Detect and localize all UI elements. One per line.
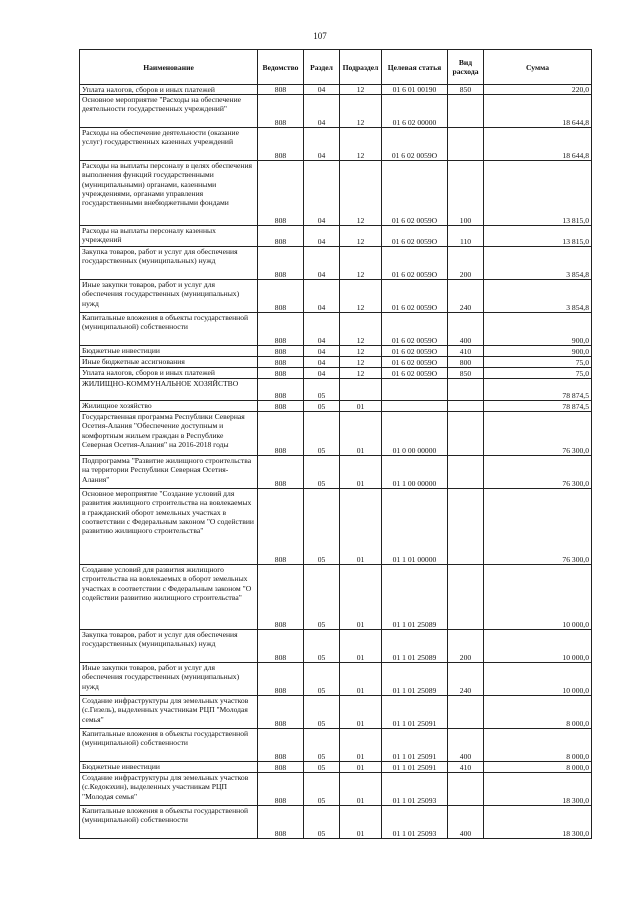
cell-target: 01 0 00 00000 xyxy=(382,412,448,456)
cell-name: Капитальные вложения в объекты государственной (муниципальной) собственности xyxy=(80,729,258,762)
cell-vid: 410 xyxy=(448,762,484,773)
cell-name: Государственная программа Республики Северная Осетия-Алания "Обеспечение доступным и комфортным жильем граждан в Республике Северная Осетия-Алания" на 2016-2018 годы xyxy=(80,412,258,456)
cell-target: 01 6 02 0059О xyxy=(382,368,448,379)
cell-target xyxy=(382,379,448,401)
table-row xyxy=(80,346,592,357)
cell-vedomstvo: 808 xyxy=(258,663,304,696)
cell-sum: 10 000,0 xyxy=(484,663,592,696)
cell-target: 01 6 02 0059О xyxy=(382,357,448,368)
cell-name: Иные бюджетные ассигнования xyxy=(80,357,258,368)
cell-vid: 410 xyxy=(448,346,484,357)
budget-table xyxy=(79,49,592,839)
cell-vid: 100 xyxy=(448,161,484,226)
table-row xyxy=(80,456,592,489)
cell-vedomstvo: 808 xyxy=(258,456,304,489)
table-row xyxy=(80,729,592,762)
cell-name: Капитальные вложения в объекты государственной (муниципальной) собственности xyxy=(80,313,258,346)
cell-razdel: 04 xyxy=(304,226,340,247)
cell-vedomstvo: 808 xyxy=(258,95,304,128)
cell-name: Жилищное хозяйство xyxy=(80,401,258,412)
cell-podrazdel: 12 xyxy=(340,280,382,313)
cell-razdel: 05 xyxy=(304,663,340,696)
cell-target: 01 1 00 00000 xyxy=(382,456,448,489)
cell-vid xyxy=(448,565,484,630)
column-header-razdel: Раздел xyxy=(304,50,340,85)
cell-vedomstvo: 808 xyxy=(258,729,304,762)
cell-name: Уплата налогов, сборов и иных платежей xyxy=(80,368,258,379)
column-header-vedomstvo: Ведомство xyxy=(258,50,304,85)
column-header-sum: Сумма xyxy=(484,50,592,85)
cell-sum: 18 644,8 xyxy=(484,95,592,128)
cell-sum: 76 300,0 xyxy=(484,412,592,456)
cell-vedomstvo: 808 xyxy=(258,773,304,806)
cell-podrazdel: 12 xyxy=(340,128,382,161)
cell-vedomstvo: 808 xyxy=(258,368,304,379)
cell-razdel: 04 xyxy=(304,95,340,128)
cell-podrazdel xyxy=(340,379,382,401)
cell-vid: 400 xyxy=(448,729,484,762)
cell-target xyxy=(382,401,448,412)
cell-vedomstvo: 808 xyxy=(258,401,304,412)
cell-vid: 850 xyxy=(448,85,484,95)
cell-razdel: 05 xyxy=(304,762,340,773)
cell-razdel: 05 xyxy=(304,773,340,806)
table-row xyxy=(80,806,592,839)
cell-sum: 3 854,8 xyxy=(484,247,592,280)
table-row xyxy=(80,161,592,226)
table-row xyxy=(80,773,592,806)
cell-name: Расходы на выплаты персоналу казенных учреждений xyxy=(80,226,258,247)
cell-sum: 13 815,0 xyxy=(484,226,592,247)
cell-vid xyxy=(448,401,484,412)
cell-podrazdel: 01 xyxy=(340,630,382,663)
cell-podrazdel: 01 xyxy=(340,401,382,412)
cell-name: Иные закупки товаров, работ и услуг для обеспечения государственных (муниципальных) нужд xyxy=(80,280,258,313)
table-row xyxy=(80,663,592,696)
cell-razdel: 04 xyxy=(304,85,340,95)
cell-vid xyxy=(448,696,484,729)
table-row xyxy=(80,280,592,313)
table-row xyxy=(80,762,592,773)
cell-podrazdel: 12 xyxy=(340,368,382,379)
cell-sum: 18 300,0 xyxy=(484,806,592,839)
cell-razdel: 04 xyxy=(304,368,340,379)
cell-name: Основное мероприятие "Создание условий для развития жилищного строительства на вовлекаемых в гражданский оборот земельных участках в соответствии с Федеральным законом "О содействии развитию жилищного строительства" xyxy=(80,489,258,565)
cell-vedomstvo: 808 xyxy=(258,85,304,95)
cell-target: 01 1 01 25093 xyxy=(382,773,448,806)
cell-name: Основное мероприятие "Расходы на обеспечение деятельности государственных учреждений" xyxy=(80,95,258,128)
table-row xyxy=(80,128,592,161)
cell-razdel: 04 xyxy=(304,161,340,226)
cell-podrazdel: 01 xyxy=(340,663,382,696)
cell-razdel: 05 xyxy=(304,565,340,630)
cell-razdel: 05 xyxy=(304,456,340,489)
table-row xyxy=(80,379,592,401)
cell-target: 01 6 02 0059О xyxy=(382,313,448,346)
cell-sum: 75,0 xyxy=(484,368,592,379)
table-row xyxy=(80,85,592,95)
cell-razdel: 05 xyxy=(304,696,340,729)
cell-podrazdel: 12 xyxy=(340,85,382,95)
cell-vedomstvo: 808 xyxy=(258,313,304,346)
cell-vid xyxy=(448,95,484,128)
column-header-podrazdel: Подраздел xyxy=(340,50,382,85)
cell-podrazdel: 01 xyxy=(340,773,382,806)
cell-vid: 240 xyxy=(448,280,484,313)
cell-vid: 240 xyxy=(448,663,484,696)
table-row xyxy=(80,630,592,663)
table-row xyxy=(80,95,592,128)
cell-podrazdel: 01 xyxy=(340,489,382,565)
table-row xyxy=(80,226,592,247)
column-header-target: Целевая статья xyxy=(382,50,448,85)
cell-sum: 8 000,0 xyxy=(484,729,592,762)
cell-sum: 900,0 xyxy=(484,346,592,357)
cell-name: Закупка товаров, работ и услуг для обеспечения государственных (муниципальных) нужд xyxy=(80,630,258,663)
cell-podrazdel: 12 xyxy=(340,95,382,128)
cell-sum: 900,0 xyxy=(484,313,592,346)
cell-target: 01 6 02 0059О xyxy=(382,346,448,357)
cell-podrazdel: 01 xyxy=(340,456,382,489)
cell-target: 01 1 01 25091 xyxy=(382,729,448,762)
cell-razdel: 05 xyxy=(304,401,340,412)
cell-vid: 200 xyxy=(448,630,484,663)
cell-target: 01 1 01 25091 xyxy=(382,696,448,729)
cell-target: 01 1 01 25091 xyxy=(382,762,448,773)
cell-razdel: 05 xyxy=(304,630,340,663)
cell-target: 01 6 02 0059О xyxy=(382,226,448,247)
cell-razdel: 04 xyxy=(304,247,340,280)
cell-sum: 10 000,0 xyxy=(484,630,592,663)
cell-podrazdel: 01 xyxy=(340,565,382,630)
cell-podrazdel: 12 xyxy=(340,357,382,368)
cell-target: 01 6 02 0059О xyxy=(382,247,448,280)
cell-sum: 18 300,0 xyxy=(484,773,592,806)
cell-name: Бюджетные инвестиции xyxy=(80,762,258,773)
table-header-row xyxy=(80,50,592,85)
cell-vedomstvo: 808 xyxy=(258,412,304,456)
cell-target: 01 1 01 25089 xyxy=(382,565,448,630)
cell-name: ЖИЛИЩНО-КОММУНАЛЬНОЕ ХОЗЯЙСТВО xyxy=(80,379,258,401)
cell-sum: 3 854,8 xyxy=(484,280,592,313)
column-header-vid: Вид расхода xyxy=(448,50,484,85)
cell-vedomstvo: 808 xyxy=(258,806,304,839)
cell-sum: 8 000,0 xyxy=(484,762,592,773)
cell-razdel: 04 xyxy=(304,346,340,357)
cell-name: Иные закупки товаров, работ и услуг для обеспечения государственных (муниципальных) нужд xyxy=(80,663,258,696)
cell-vedomstvo: 808 xyxy=(258,489,304,565)
cell-podrazdel: 01 xyxy=(340,696,382,729)
cell-vedomstvo: 808 xyxy=(258,630,304,663)
cell-vid: 800 xyxy=(448,357,484,368)
cell-target: 01 6 02 00000 xyxy=(382,95,448,128)
cell-vid: 850 xyxy=(448,368,484,379)
column-header-name: Наименование xyxy=(80,50,258,85)
cell-vedomstvo: 808 xyxy=(258,247,304,280)
table-row xyxy=(80,368,592,379)
cell-razdel: 05 xyxy=(304,489,340,565)
page-number: 107 xyxy=(313,31,327,41)
cell-podrazdel: 01 xyxy=(340,729,382,762)
cell-vedomstvo: 808 xyxy=(258,128,304,161)
cell-razdel: 04 xyxy=(304,128,340,161)
cell-name: Бюджетные инвестиции xyxy=(80,346,258,357)
cell-vid xyxy=(448,128,484,161)
cell-name: Создание условий для развития жилищного строительства на вовлекаемых в оборот земельных участках в соответствии с Федеральным законом "О содействии развитию жилищного строительства" xyxy=(80,565,258,630)
cell-vid: 200 xyxy=(448,247,484,280)
cell-razdel: 05 xyxy=(304,806,340,839)
cell-sum: 18 644,8 xyxy=(484,128,592,161)
cell-razdel: 04 xyxy=(304,313,340,346)
cell-name: Создание инфраструктуры для земельных участков (с.Кедокэхин), выделенных участникам РЦП "Молодая семья" xyxy=(80,773,258,806)
cell-name: Расходы на обеспечение деятельности (оказание услуг) государственных казенных учреждений xyxy=(80,128,258,161)
cell-name: Создание инфраструктуры для земельных участков (с.Гизель), выделенных участникам РЦП "Молодая семья" xyxy=(80,696,258,729)
cell-sum: 76 300,0 xyxy=(484,489,592,565)
cell-vedomstvo: 808 xyxy=(258,161,304,226)
cell-vedomstvo: 808 xyxy=(258,280,304,313)
cell-podrazdel: 01 xyxy=(340,762,382,773)
cell-sum: 76 300,0 xyxy=(484,456,592,489)
table-row xyxy=(80,696,592,729)
cell-target: 01 6 02 0059О xyxy=(382,161,448,226)
cell-podrazdel: 12 xyxy=(340,247,382,280)
table-row xyxy=(80,565,592,630)
cell-sum: 220,0 xyxy=(484,85,592,95)
cell-razdel: 05 xyxy=(304,729,340,762)
cell-sum: 8 000,0 xyxy=(484,696,592,729)
cell-vid xyxy=(448,489,484,565)
cell-name: Подпрограмма "Развитие жилищного строительства на территории Республики Северная Осетия-Алания" xyxy=(80,456,258,489)
cell-vedomstvo: 808 xyxy=(258,696,304,729)
cell-vedomstvo: 808 xyxy=(258,357,304,368)
cell-target: 01 6 01 00190 xyxy=(382,85,448,95)
table-row xyxy=(80,313,592,346)
table-row xyxy=(80,357,592,368)
cell-name: Закупка товаров, работ и услуг для обеспечения государственных (муниципальных) нужд xyxy=(80,247,258,280)
cell-name: Расходы на выплаты персоналу в целях обеспечения выполнения функций государственными (муниципальными) органами, казенными учреждениями, органами управления государственными внебюджетными фондами xyxy=(80,161,258,226)
cell-vedomstvo: 808 xyxy=(258,226,304,247)
cell-vid xyxy=(448,412,484,456)
cell-sum: 78 874,5 xyxy=(484,379,592,401)
cell-name: Капитальные вложения в объекты государственной (муниципальной) собственности xyxy=(80,806,258,839)
table-row xyxy=(80,247,592,280)
cell-target: 01 1 01 25089 xyxy=(382,663,448,696)
cell-podrazdel: 12 xyxy=(340,313,382,346)
cell-target: 01 1 01 00000 xyxy=(382,489,448,565)
cell-podrazdel: 12 xyxy=(340,226,382,247)
table-row xyxy=(80,412,592,456)
cell-vedomstvo: 808 xyxy=(258,565,304,630)
cell-target: 01 6 02 0059О xyxy=(382,128,448,161)
cell-razdel: 04 xyxy=(304,280,340,313)
cell-target: 01 1 01 25093 xyxy=(382,806,448,839)
cell-vid: 110 xyxy=(448,226,484,247)
cell-podrazdel: 12 xyxy=(340,346,382,357)
cell-vid: 400 xyxy=(448,313,484,346)
cell-vedomstvo: 808 xyxy=(258,379,304,401)
cell-vid xyxy=(448,773,484,806)
cell-target: 01 6 02 0059О xyxy=(382,280,448,313)
cell-sum: 13 815,0 xyxy=(484,161,592,226)
table-row xyxy=(80,489,592,565)
cell-target: 01 1 01 25089 xyxy=(382,630,448,663)
cell-vedomstvo: 808 xyxy=(258,346,304,357)
cell-sum: 10 000,0 xyxy=(484,565,592,630)
cell-name: Уплата налогов, сборов и иных платежей xyxy=(80,85,258,95)
cell-sum: 78 874,5 xyxy=(484,401,592,412)
cell-sum: 75,0 xyxy=(484,357,592,368)
cell-podrazdel: 01 xyxy=(340,806,382,839)
cell-razdel: 05 xyxy=(304,412,340,456)
cell-vid xyxy=(448,379,484,401)
cell-podrazdel: 12 xyxy=(340,161,382,226)
table-row xyxy=(80,401,592,412)
cell-vid xyxy=(448,456,484,489)
cell-razdel: 05 xyxy=(304,379,340,401)
cell-vid: 400 xyxy=(448,806,484,839)
cell-podrazdel: 01 xyxy=(340,412,382,456)
cell-razdel: 04 xyxy=(304,357,340,368)
cell-vedomstvo: 808 xyxy=(258,762,304,773)
